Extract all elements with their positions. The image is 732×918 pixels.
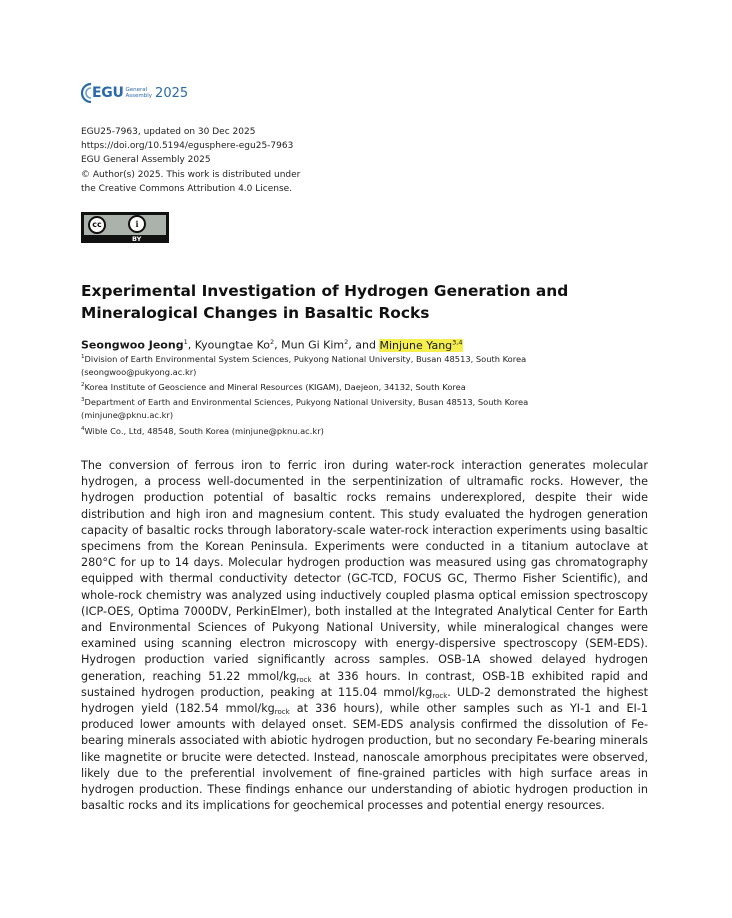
author-name: Mun Gi Kim [281, 338, 345, 352]
author-name: Minjune Yang [379, 338, 453, 352]
author-name-highlighted [379, 339, 462, 352]
author-separator: , [187, 338, 195, 352]
affiliation-number: 1 [81, 354, 85, 360]
publication-metadata [81, 125, 300, 196]
logo-general-assembly [126, 87, 153, 99]
author-name: Seongwoo Jeong [81, 338, 184, 352]
attribution-person-icon: i [128, 215, 146, 233]
copyright-line: © Author(s) 2025. This work is distributed under [81, 169, 301, 180]
author-name: Kyoungtae Ko [194, 338, 271, 352]
unit-subscript: rock [296, 675, 312, 684]
author-separator: , and [348, 338, 380, 352]
affiliation-text: Wible Co., Ltd, 48548, South Korea (minjune@pknu.ac.kr) [84, 425, 324, 436]
affiliation-number: 2 [81, 382, 85, 389]
logo-assembly-text: Assembly [125, 93, 153, 99]
abstract-text: The conversion of ferrous iron to ferric iron during water-rock interaction generates molecular hydrogen, a process well-documented in the serpentinization of ultramafic rocks. However, the hydrogen production potential of basaltic rocks remains underexplored, despite their wide distribution and high iron and magnesium content. This study evaluated the hydrogen generation capacity of basaltic rocks through laboratory-scale water-rock interaction experiments using basaltic specimens from the Korean Peninsula. Experiments were conducted in a titanium autoclave at 280°C for up to 14 days. Molecular hydrogen production was measured using gas chromatography equipped with thermal conductivity detector (GC-TCD, FOCUS GC, Thermo Fisher Scientific), and whole-rock chemistry was analyzed using inductively coupled plasma optical emission spectroscopy (ICP-OES, Optima 7000DV, PerkinElmer), both installed at the Integrated Analytical Center for Earth and Environmental Sciences of Pukyong National University, while mineralogical changes were examined using scanning electron microscopy with energy-dispersive spectroscopy (SEM-EDS). Hydrogen production varied significantly across samples. OSB-1A showed delayed hydrogen generation, reaching 51.22 mmol/kg [81, 459, 648, 683]
logo-year: 2025 [155, 85, 189, 101]
title-line: Mineralogical Changes in Basaltic Rocks [81, 304, 430, 322]
egu-logo [80, 80, 188, 106]
affiliation-email: (seongwoo@pukyong.ac.kr) [81, 367, 197, 378]
cc-by-license-badge[interactable] [81, 212, 169, 243]
doi-link[interactable]: https://doi.org/10.5194/egusphere-egu25-7963 [81, 141, 294, 152]
abstract-text: at 336 hours. In contrast, OSB-1B exhibited rapid and sustained hydrogen production, peaking at 115.04 mmol/kg [81, 669, 649, 699]
author-separator: , [274, 338, 282, 352]
egu-logo-icon [80, 82, 92, 104]
abstract-body [81, 458, 648, 814]
author-affiliation-number: 1 [183, 338, 188, 346]
affiliation-text: Department of Earth and Environmental Sciences, Pukyong National University, Busan 48513, South Korea [84, 397, 529, 408]
affiliation-line [81, 409, 528, 422]
conference-name: EGU General Assembly 2025 [81, 155, 211, 166]
author-list [81, 335, 463, 353]
affiliation-text: Division of Earth Environmental System Sciences, Pukyong National University, Busan 48513, South Korea [84, 353, 527, 364]
affiliation-email: (minjune@pknu.ac.kr) [81, 410, 174, 421]
abstract-text: at 336 hours), while other samples such as YI-1 and EI-1 produced lower amounts with delayed onset. SEM-EDS analysis confirmed the dissolution of Fe-bearing minerals associated with abiotic hydrogen production, but no secondary Fe-bearing minerals like magnetite or brucite were detected. Instead, nanoscale amorphous precipitates were observed, likely due to the preferential involvement of fine-grained particles with high surface areas in hydrogen production. These findings enhance our understanding of abiotic hydrogen production in basaltic rocks and its implications for geochemical processes and potential energy resources. [81, 702, 648, 813]
abstract-text: . ULD-2 demonstrated the highest hydrogen yield (182.54 mmol/kg [81, 685, 648, 716]
affiliation-number: 3 [81, 397, 85, 404]
cc-icon: cc [88, 216, 106, 234]
cc-by-label: BY [132, 235, 142, 243]
abstract-id: EGU25-7963, updated on 30 Dec 2025 [81, 127, 256, 137]
unit-subscript: rock [274, 708, 290, 717]
affiliations [81, 351, 528, 438]
affiliation-line [81, 351, 528, 366]
affiliation-text: Korea Institute of Geoscience and Mineral Resources (KIGAM), Daejeon, 34132, South Korea [84, 382, 466, 393]
paper-title [81, 280, 641, 324]
author-affiliation-number: 2 [344, 338, 349, 346]
affiliation-number: 4 [81, 425, 85, 432]
license-line: the Creative Commons Attribution 4.0 License. [81, 183, 293, 194]
author-affiliation-number: 3,4 [452, 338, 463, 346]
affiliation-line [81, 394, 528, 409]
logo-general-text: General [125, 87, 148, 93]
author-affiliation-number: 2 [270, 338, 275, 346]
affiliation-line [81, 379, 528, 394]
abstract-paragraph [81, 458, 648, 814]
unit-subscript: rock [432, 691, 448, 700]
affiliation-line [81, 423, 528, 438]
affiliation-line [81, 366, 528, 379]
logo-egu-text: EGU [92, 85, 124, 101]
title-line: Experimental Investigation of Hydrogen Generation and [81, 282, 569, 300]
